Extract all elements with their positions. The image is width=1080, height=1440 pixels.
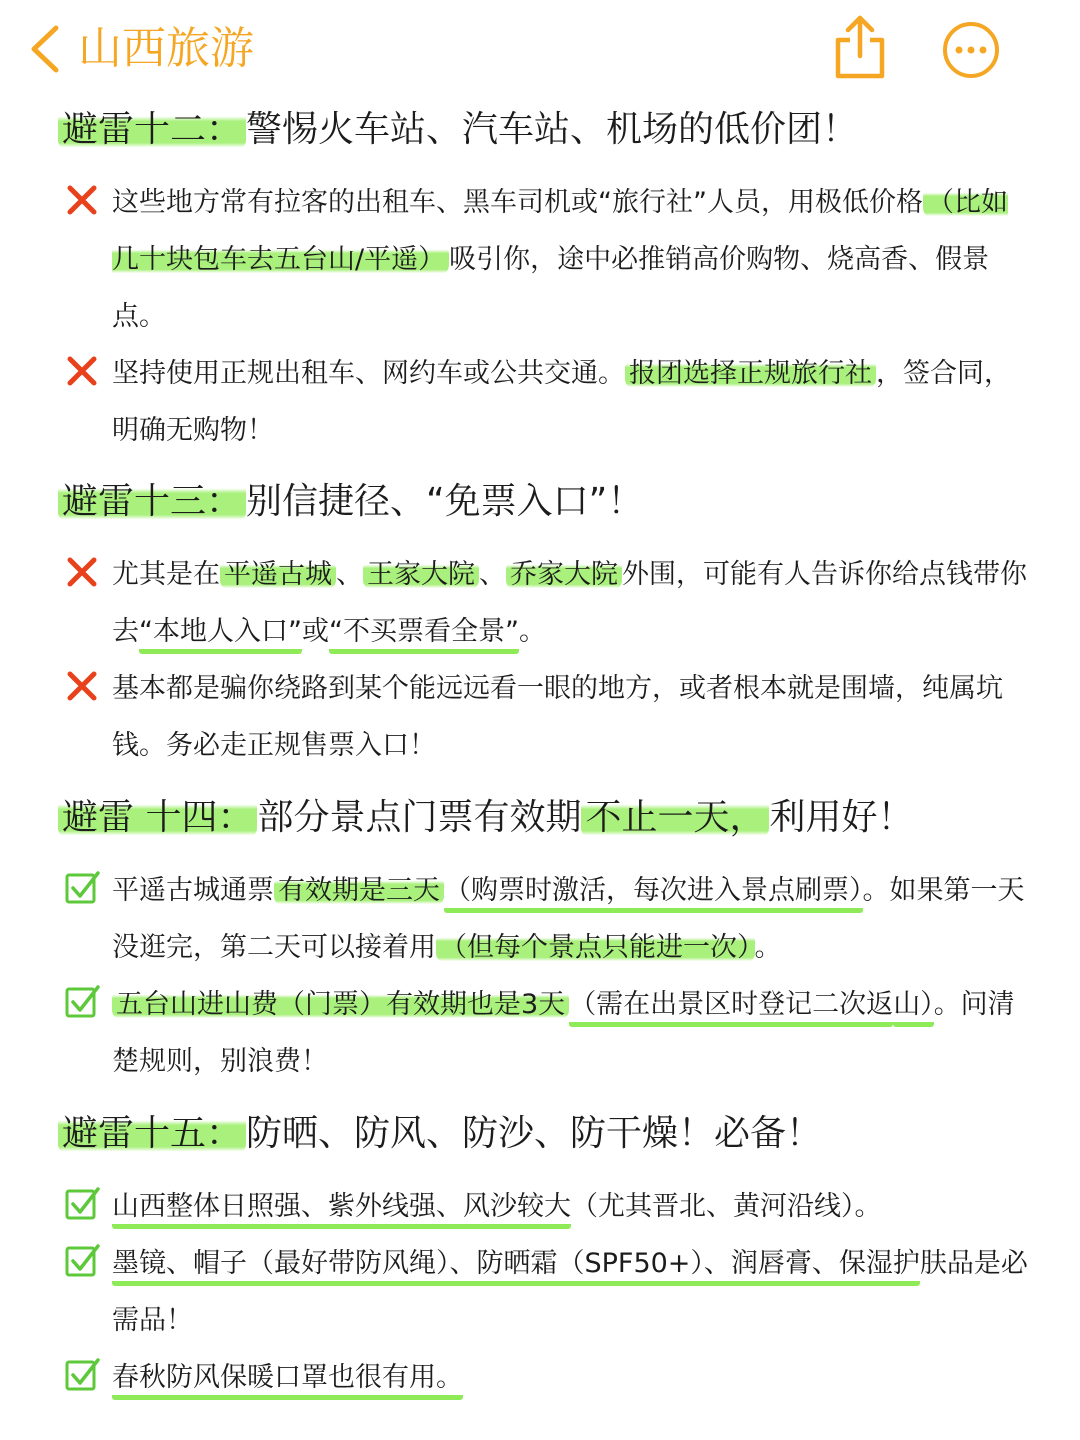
highlight-text: 有效期是三天 <box>274 875 444 906</box>
section-title-15 <box>58 1110 822 1158</box>
bullet-text <box>112 976 1032 1090</box>
bullet-text <box>112 660 1032 774</box>
cross-icon <box>64 554 100 590</box>
more-icon[interactable] <box>942 21 1000 79</box>
text: 。如果第一天没逛完，第二天可以接着用 <box>112 875 1025 963</box>
text: 肤品是必需品！ <box>112 1248 1028 1336</box>
page-title: 山西旅游 <box>78 23 254 74</box>
bullet-text <box>112 862 1032 976</box>
bullet-text <box>112 174 1032 345</box>
highlight-text: （但每个景点只能进一次） <box>436 932 755 963</box>
section-title-highlight: 不止一天， <box>581 797 769 838</box>
text: （尤其晋北、黄河沿线）。 <box>571 1191 882 1222</box>
text: 平遥古城通票 <box>112 875 274 906</box>
cross-icon <box>64 182 100 218</box>
cross-icon <box>64 668 100 704</box>
section-title-highlight: 避雷 十四： <box>58 797 257 838</box>
section-title-12 <box>58 106 858 154</box>
underlined-text: 山西整体日照强、紫外线强、风沙较大 <box>112 1191 571 1229</box>
checkbox-checked-icon <box>64 870 100 906</box>
bullet-text <box>112 1178 1032 1235</box>
section-title-highlight: 避雷十二： <box>58 109 246 150</box>
share-icon[interactable] <box>832 14 888 80</box>
section-title-13 <box>58 478 643 526</box>
underlined-text: （需在出景区时登记二次返 <box>569 989 893 1027</box>
text: 或 <box>301 616 329 647</box>
text: 。 <box>754 932 782 963</box>
underlined-text: （购票时激活，每次进入景点刷票） <box>444 875 863 913</box>
bullet-text <box>112 1349 1032 1406</box>
section-title-text: 警惕火车站、汽车站、机场的低价团！ <box>246 109 859 150</box>
top-bar <box>0 0 1080 100</box>
text: 坚持使用正规出租车、网约车或公共交通。 <box>112 358 625 389</box>
text: ，签合同，明确无购物！ <box>112 358 1011 446</box>
back-button[interactable] <box>26 22 254 76</box>
checkbox-checked-icon <box>64 1357 100 1393</box>
underlined-text: “本地人入口” <box>139 616 302 654</box>
highlight-text: 王家大院 <box>363 559 479 590</box>
highlight-text: 平遥古城 <box>220 559 336 590</box>
checkbox-checked-icon <box>64 1186 100 1222</box>
text: 这些地方常有拉客的出租车、黑车司机或“旅行社”人员，用极低价格 <box>112 187 923 218</box>
text: 基本都是骗你绕路到某个能远远看一眼的地方，或者根本就是围墙，纯属坑钱。务必走正规售票入口！ <box>112 673 1003 761</box>
checkbox-checked-icon <box>64 984 100 1020</box>
checkbox-checked-icon <box>64 1243 100 1279</box>
highlight-text: （比如几十块包车去五台山/平遥） <box>112 187 1008 275</box>
underlined-text: 春秋防风保暖口罩也很有用。 <box>112 1362 463 1400</box>
underlined-text: “不买票看全景” <box>329 616 519 654</box>
bullet-text <box>112 546 1032 660</box>
section-title-text: 防晒、防风、防沙、防干燥！必备！ <box>246 1113 823 1154</box>
section-title-text: 利用好！ <box>769 797 914 838</box>
bullet-text <box>112 345 1032 459</box>
bullet-text <box>112 1235 1032 1349</box>
underlined-text: 山） <box>893 989 934 1027</box>
section-title-14 <box>58 794 914 842</box>
section-title-highlight: 避雷十三： <box>58 481 246 522</box>
text: 。 <box>518 616 546 647</box>
section-title-text: 部分景点门票有效期 <box>257 797 582 838</box>
highlight-text: 乔家大院 <box>506 559 622 590</box>
highlight-text: 五台山进山费（门票）有效期也是3天 <box>112 989 569 1020</box>
underlined-text: 墨镜、帽子（最好带防风绳）、防晒霜（SPF50+）、润唇膏、保湿护 <box>112 1248 920 1286</box>
text: 。问清楚规则，别浪费！ <box>112 989 1015 1077</box>
cross-icon <box>64 353 100 389</box>
highlight-text: 报团选择正规旅行社 <box>625 358 876 389</box>
section-title-highlight: 避雷十五： <box>58 1113 246 1154</box>
text: 外围，可能有人告诉你给点钱带你去 <box>112 559 1027 647</box>
chevron-left-icon <box>26 22 66 76</box>
text: 吸引你，途中必推销高价购物、烧高香、假景点。 <box>112 244 990 332</box>
text: 、 <box>336 559 363 590</box>
text: 、 <box>479 559 506 590</box>
section-title-text: 别信捷径、“免票入口”！ <box>246 481 644 522</box>
text: 尤其是在 <box>112 559 220 590</box>
